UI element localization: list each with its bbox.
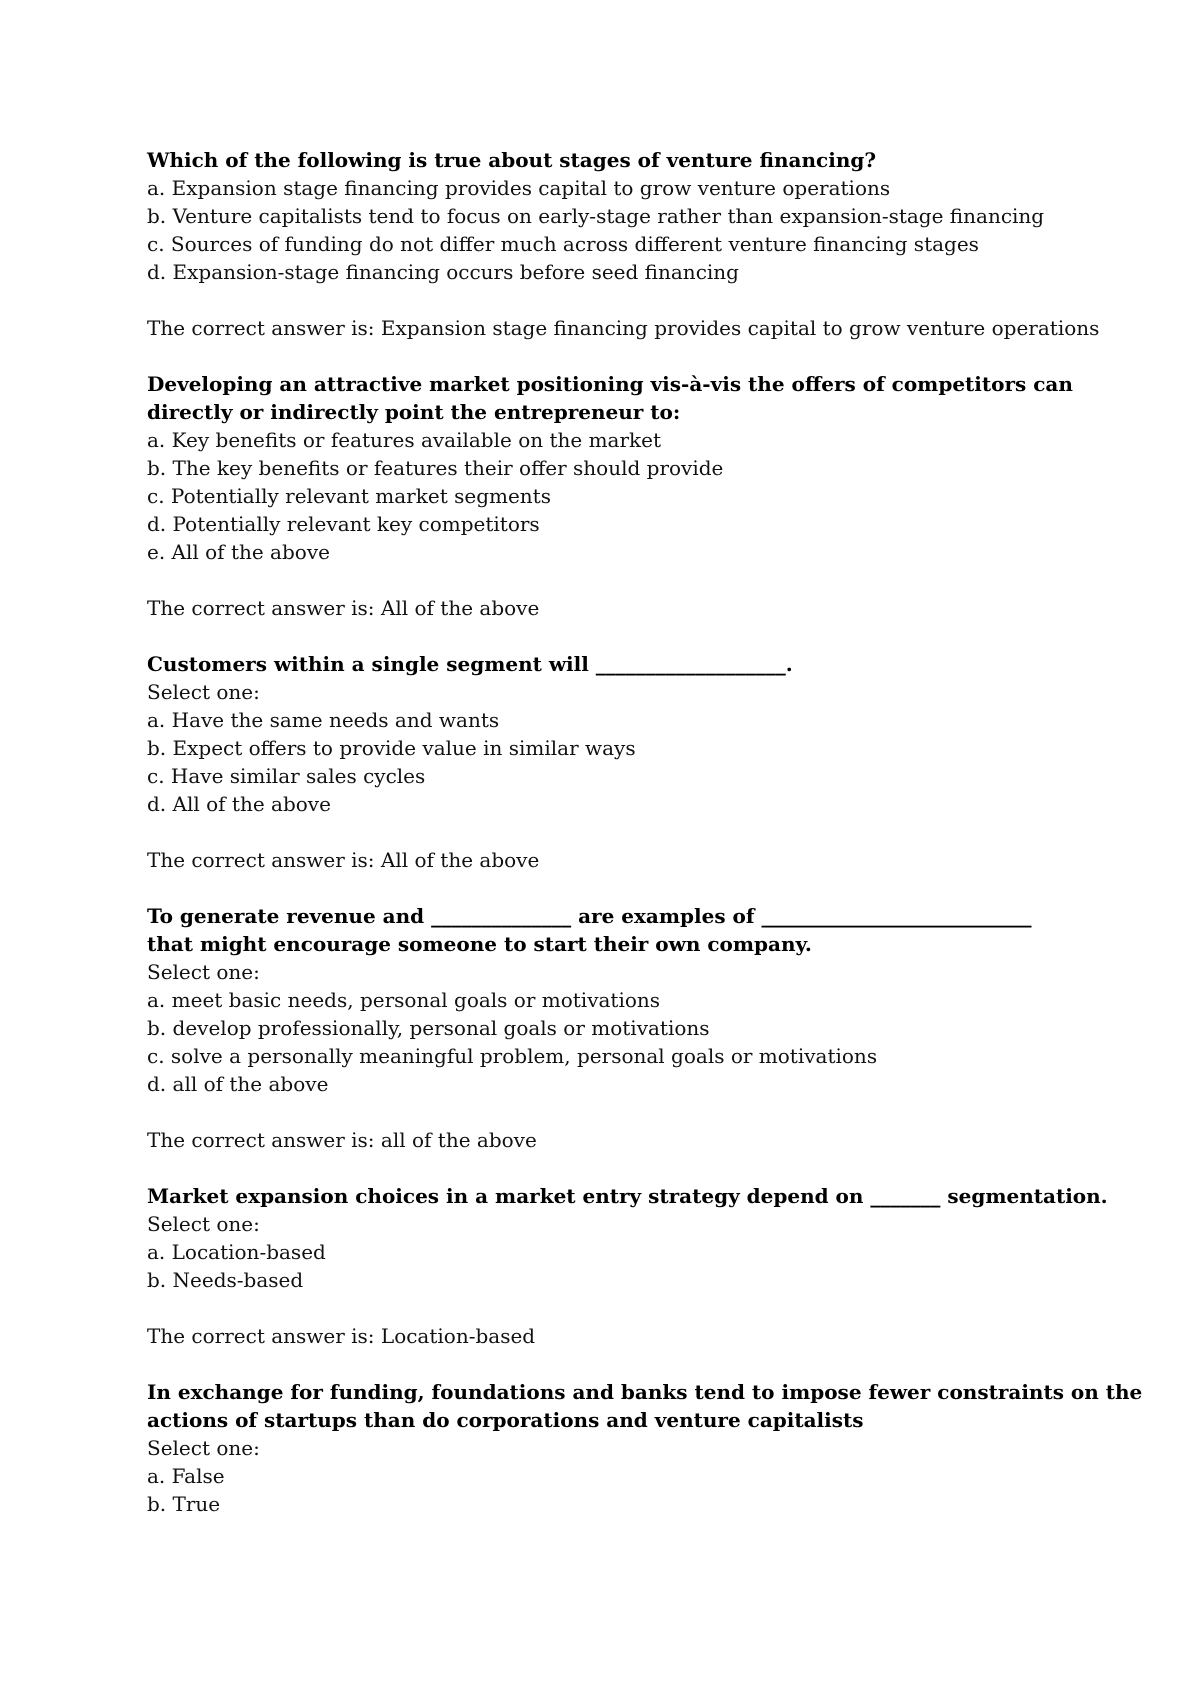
option-line: a. Location-based <box>147 1240 326 1264</box>
correct-answer: The correct answer is: All of the above <box>147 596 540 620</box>
question-block <box>147 1378 1167 1518</box>
option-line: d. Potentially relevant key competitors <box>147 512 540 536</box>
answer-block <box>147 846 1167 874</box>
question-line: actions of startups than do corporations and venture capitalists <box>147 1408 864 1432</box>
question-line: To generate revenue and ______________ are examples of ___________________________ <box>147 904 1032 928</box>
question-text <box>147 650 1167 678</box>
option-line: b. True <box>147 1492 221 1516</box>
question-line: Customers within a single segment will ___________________. <box>147 652 793 676</box>
correct-answer: The correct answer is: Location-based <box>147 1324 536 1348</box>
option-list <box>147 1210 1167 1294</box>
select-one-label: Select one: <box>147 1212 260 1236</box>
option-line: a. False <box>147 1464 225 1488</box>
option-list <box>147 678 1167 818</box>
question-text <box>147 370 1167 426</box>
option-line: c. Sources of funding do not differ much across different venture financing stages <box>147 232 979 256</box>
option-line: d. all of the above <box>147 1072 329 1096</box>
question-line: that might encourage someone to start their own company. <box>147 932 812 956</box>
question-line: Developing an attractive market positioning vis-à-vis the offers of competitors can <box>147 372 1073 396</box>
option-line: c. solve a personally meaningful problem, personal goals or motivations <box>147 1044 878 1068</box>
question-text <box>147 902 1167 958</box>
question-line: Which of the following is true about stages of venture financing? <box>147 148 877 172</box>
answer-block <box>147 594 1167 622</box>
question-text <box>147 1182 1167 1210</box>
option-line: b. Needs-based <box>147 1268 304 1292</box>
question-block <box>147 146 1167 286</box>
document-page <box>147 146 1167 1546</box>
answer-block <box>147 1322 1167 1350</box>
option-line: e. All of the above <box>147 540 330 564</box>
option-line: a. Have the same needs and wants <box>147 708 500 732</box>
option-line: c. Have similar sales cycles <box>147 764 426 788</box>
correct-answer: The correct answer is: Expansion stage financing provides capital to grow venture operations <box>147 316 1100 340</box>
option-line: a. meet basic needs, personal goals or motivations <box>147 988 661 1012</box>
question-line: In exchange for funding, foundations and banks tend to impose fewer constraints on the <box>147 1380 1143 1404</box>
option-line: a. Expansion stage financing provides capital to grow venture operations <box>147 176 891 200</box>
option-list <box>147 174 1167 286</box>
answer-block <box>147 1126 1167 1154</box>
question-text <box>147 146 1167 174</box>
select-one-label: Select one: <box>147 680 260 704</box>
option-line: d. All of the above <box>147 792 331 816</box>
question-text <box>147 1378 1167 1434</box>
question-line: Market expansion choices in a market entry strategy depend on _______ segmentation. <box>147 1184 1108 1208</box>
correct-answer: The correct answer is: all of the above <box>147 1128 537 1152</box>
option-list <box>147 958 1167 1098</box>
correct-answer: The correct answer is: All of the above <box>147 848 540 872</box>
option-list <box>147 426 1167 566</box>
option-line: b. develop professionally, personal goals or motivations <box>147 1016 710 1040</box>
select-one-label: Select one: <box>147 1436 260 1460</box>
question-block <box>147 650 1167 818</box>
option-line: b. The key benefits or features their offer should provide <box>147 456 724 480</box>
option-line: a. Key benefits or features available on the market <box>147 428 662 452</box>
question-line: directly or indirectly point the entrepreneur to: <box>147 400 681 424</box>
question-block <box>147 902 1167 1098</box>
option-line: b. Venture capitalists tend to focus on early-stage rather than expansion-stage financing <box>147 204 1045 228</box>
option-line: b. Expect offers to provide value in similar ways <box>147 736 636 760</box>
select-one-label: Select one: <box>147 960 260 984</box>
question-block <box>147 370 1167 566</box>
option-line: c. Potentially relevant market segments <box>147 484 551 508</box>
option-line: d. Expansion-stage financing occurs before seed financing <box>147 260 739 284</box>
answer-block <box>147 314 1167 342</box>
option-list <box>147 1434 1167 1518</box>
question-block <box>147 1182 1167 1294</box>
